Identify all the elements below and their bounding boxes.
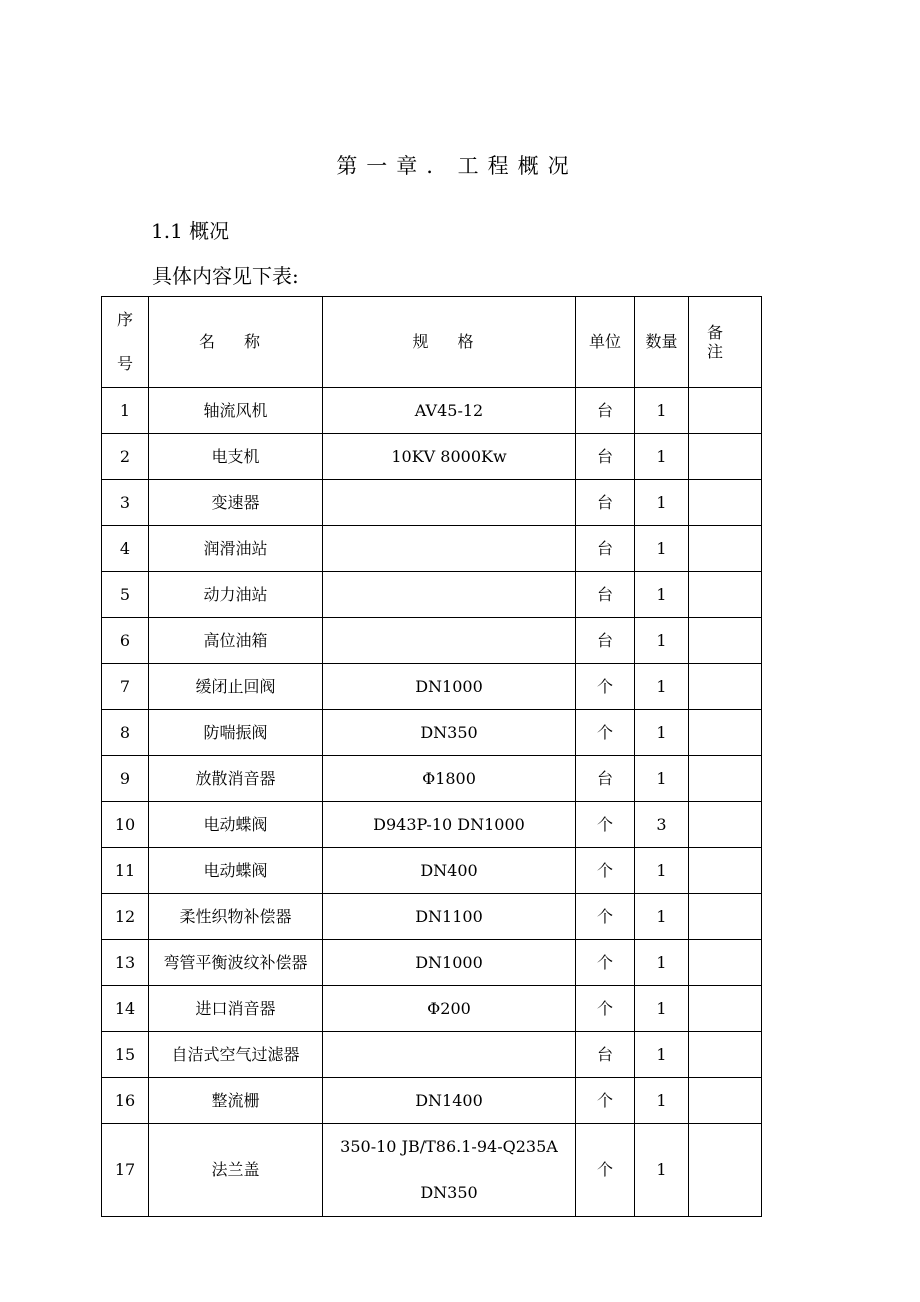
cell-spec: [323, 618, 576, 664]
cell-remark: [689, 664, 762, 710]
cell-spec: DN400: [323, 848, 576, 894]
cell-spec: [323, 526, 576, 572]
cell-no: 9: [102, 756, 149, 802]
cell-no: 12: [102, 894, 149, 940]
cell-unit: 台: [576, 526, 635, 572]
cell-remark: [689, 894, 762, 940]
cell-spec: [323, 1124, 576, 1217]
cell-name: 动力油站: [149, 572, 323, 618]
cell-name: 放散消音器: [149, 756, 323, 802]
cell-qty: 1: [635, 986, 689, 1032]
cell-qty: 1: [635, 388, 689, 434]
cell-spec: Φ200: [323, 986, 576, 1032]
cell-qty: 1: [635, 480, 689, 526]
cell-name: 电动蝶阀: [149, 802, 323, 848]
cell-unit: 个: [576, 940, 635, 986]
cell-qty: 1: [635, 940, 689, 986]
header-no-line2: 号: [116, 354, 133, 373]
cell-remark: [689, 480, 762, 526]
table-row: [102, 986, 762, 1032]
cell-remark: [689, 940, 762, 986]
cell-name: 缓闭止回阀: [149, 664, 323, 710]
cell-unit: 个: [576, 848, 635, 894]
table-row: [102, 1124, 762, 1217]
cell-no: 11: [102, 848, 149, 894]
cell-remark: [689, 618, 762, 664]
cell-spec: 10KV 8000Kw: [323, 434, 576, 480]
cell-spec: DN1100: [323, 894, 576, 940]
header-no-line1: 序: [116, 310, 133, 329]
cell-remark: [689, 986, 762, 1032]
chapter-title: 第一章. 工程概况: [336, 154, 578, 178]
cell-no: 16: [102, 1078, 149, 1124]
table-header-row: [102, 297, 762, 388]
cell-remark: [689, 388, 762, 434]
cell-qty: 1: [635, 618, 689, 664]
cell-no: 6: [102, 618, 149, 664]
cell-unit: 个: [576, 1078, 635, 1124]
table-row: [102, 848, 762, 894]
table-row: [102, 664, 762, 710]
cell-qty: 1: [635, 1078, 689, 1124]
cell-remark: [689, 1032, 762, 1078]
cell-spec: DN1000: [323, 664, 576, 710]
cell-remark: [689, 756, 762, 802]
table-row: [102, 388, 762, 434]
cell-name: 整流栅: [149, 1078, 323, 1124]
cell-spec: DN1400: [323, 1078, 576, 1124]
cell-unit: 台: [576, 1032, 635, 1078]
table-row: [102, 894, 762, 940]
cell-name: 法兰盖: [149, 1124, 323, 1217]
cell-unit: 个: [576, 986, 635, 1032]
cell-remark: [689, 802, 762, 848]
cell-no: 7: [102, 664, 149, 710]
cell-qty: 1: [635, 1032, 689, 1078]
header-no: [102, 297, 149, 388]
table-row: [102, 802, 762, 848]
cell-name: 自洁式空气过滤器: [149, 1032, 323, 1078]
cell-name: 弯管平衡波纹补偿器: [149, 940, 323, 986]
cell-unit: 台: [576, 572, 635, 618]
cell-unit: 个: [576, 710, 635, 756]
cell-no: 15: [102, 1032, 149, 1078]
cell-no: 5: [102, 572, 149, 618]
cell-spec: DN1000: [323, 940, 576, 986]
cell-spec: DN350: [323, 710, 576, 756]
cell-unit: 台: [576, 388, 635, 434]
cell-spec: [323, 572, 576, 618]
cell-qty: 1: [635, 894, 689, 940]
header-spec: 规 格: [323, 297, 576, 388]
cell-no: 1: [102, 388, 149, 434]
table-row: [102, 1032, 762, 1078]
cell-spec: D943P-10 DN1000: [323, 802, 576, 848]
cell-spec-line2: DN350: [420, 1183, 478, 1202]
cell-spec-line1: 350-10 JB/T86.1-94-Q235A: [340, 1137, 558, 1156]
cell-remark: [689, 1078, 762, 1124]
cell-no: 14: [102, 986, 149, 1032]
cell-name: 润滑油站: [149, 526, 323, 572]
table-row: [102, 526, 762, 572]
cell-unit: 台: [576, 434, 635, 480]
cell-remark: [689, 572, 762, 618]
cell-no: 4: [102, 526, 149, 572]
cell-no: 3: [102, 480, 149, 526]
cell-remark: [689, 526, 762, 572]
table-row: [102, 940, 762, 986]
cell-qty: 3: [635, 802, 689, 848]
cell-qty: 1: [635, 434, 689, 480]
cell-no: 13: [102, 940, 149, 986]
cell-unit: 台: [576, 480, 635, 526]
cell-remark: [689, 434, 762, 480]
cell-no: 10: [102, 802, 149, 848]
cell-unit: 个: [576, 894, 635, 940]
cell-no: 17: [102, 1124, 149, 1217]
cell-qty: 1: [635, 664, 689, 710]
section-heading: 1.1 概况: [151, 219, 230, 243]
table-row: [102, 618, 762, 664]
cell-qty: 1: [635, 572, 689, 618]
table-row: [102, 1078, 762, 1124]
cell-remark: [689, 1124, 762, 1217]
header-remark: 备 注: [689, 297, 762, 388]
table-row: [102, 434, 762, 480]
cell-unit: 台: [576, 756, 635, 802]
cell-no: 2: [102, 434, 149, 480]
cell-unit: 台: [576, 618, 635, 664]
header-name: 名 称: [149, 297, 323, 388]
header-qty: 数量: [635, 297, 689, 388]
cell-name: 防喘振阀: [149, 710, 323, 756]
cell-spec: Φ1800: [323, 756, 576, 802]
cell-name: 高位油箱: [149, 618, 323, 664]
cell-unit: 个: [576, 1124, 635, 1217]
cell-spec: [323, 480, 576, 526]
cell-remark: [689, 710, 762, 756]
cell-unit: 个: [576, 664, 635, 710]
cell-name: 变速器: [149, 480, 323, 526]
table-body: [102, 388, 762, 1217]
table-row: [102, 480, 762, 526]
cell-qty: 1: [635, 526, 689, 572]
cell-name: 轴流风机: [149, 388, 323, 434]
header-unit: 单位: [576, 297, 635, 388]
cell-no: 8: [102, 710, 149, 756]
table-row: [102, 572, 762, 618]
intro-text: 具体内容见下表:: [152, 264, 299, 288]
cell-qty: 1: [635, 756, 689, 802]
cell-name: 进口消音器: [149, 986, 323, 1032]
cell-qty: 1: [635, 848, 689, 894]
table-row: [102, 756, 762, 802]
cell-spec: AV45-12: [323, 388, 576, 434]
cell-name: 电动蝶阀: [149, 848, 323, 894]
table-row: [102, 710, 762, 756]
cell-name: 柔性织物补偿器: [149, 894, 323, 940]
cell-qty: 1: [635, 1124, 689, 1217]
cell-remark: [689, 848, 762, 894]
cell-name: 电支机: [149, 434, 323, 480]
cell-qty: 1: [635, 710, 689, 756]
cell-unit: 个: [576, 802, 635, 848]
equipment-table: [101, 296, 762, 1217]
cell-spec: [323, 1032, 576, 1078]
